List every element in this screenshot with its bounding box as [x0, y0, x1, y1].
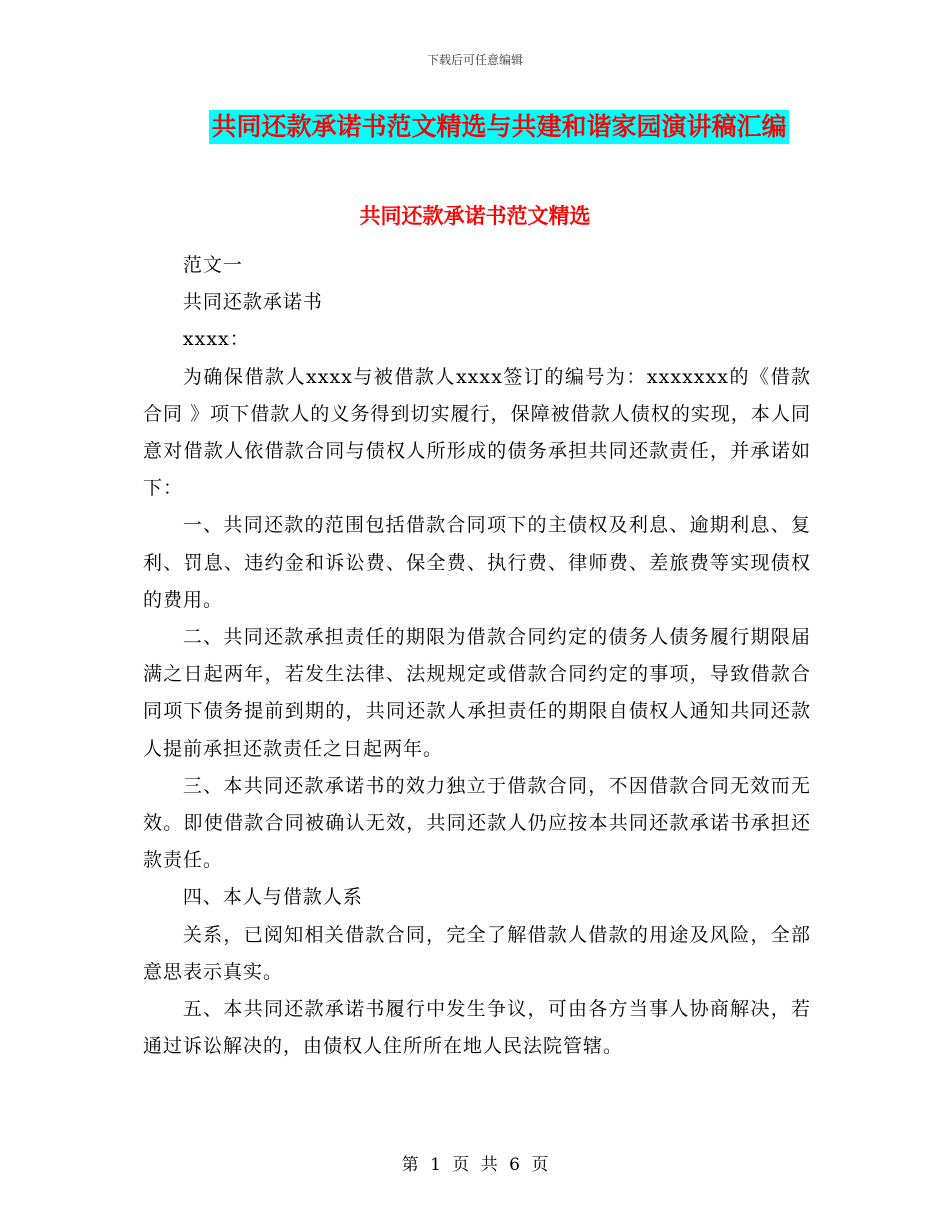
paragraph-clause-1: 一、共同还款的范围包括借款合同项下的主债权及利息、逾期利息、复利、罚息、违约金和诉讼费、保全费、执行费、律师费、差旅费等实现债权的费用。: [143, 514, 811, 611]
paragraph-clause-2: 二、共同还款承担责任的期限为借款合同约定的债务人债务履行期限届满之日起两年，若发生法律、法规规定或借款合同约定的事项，导致借款合同项下债务提前到期的，共同还款人承担责任的期限自债权人通知共同还款人提前承担还款责任之日起两年。: [143, 626, 811, 760]
paragraph-addressee: xxxx：: [182, 328, 250, 351]
paragraph-letter-title: 共同还款承诺书: [182, 291, 323, 314]
paragraph-clause-4: 四、本人与借款人系: [182, 886, 363, 909]
section-title: 共同还款承诺书范文精选: [359, 204, 591, 228]
main-title-container: [0, 110, 950, 144]
paragraph-clause-3: 三、本共同还款承诺书的效力独立于借款合同，不因借款合同无效而无效。即使借款合同被确认无效，共同还款人仍应按本共同还款承诺书承担还款责任。: [143, 774, 811, 872]
paragraph-clause-4-continued: 关系，已阅知相关借款合同，完全了解借款人借款的用途及风险，全部意思表示真实。: [143, 923, 811, 983]
main-title: 共同还款承诺书范文精选与共建和谐家园演讲稿汇编: [209, 110, 788, 144]
document-body: [143, 247, 811, 1065]
page-number: 第 1 页 共 6 页: [401, 1155, 549, 1175]
paragraph-clause-5: 五、本共同还款承诺书履行中发生争议，可由各方当事人协商解决，若通过诉讼解决的，由债权人住所所在地人民法院管辖。: [143, 998, 811, 1058]
paragraph-intro: 为确保借款人xxxx与被借款人xxxx签订的编号为：xxxxxxx的《借款合同 》项下借款人的义务得到切实履行，保障被借款人债权的实现，本人同意对借款人依借款合同与债权人所形成的债务承担共同还款责任，并承诺如下：: [143, 365, 811, 500]
page-header-note: 下载后可任意编辑: [426, 53, 523, 67]
paragraph-sample-label: 范文一: [182, 254, 243, 276]
